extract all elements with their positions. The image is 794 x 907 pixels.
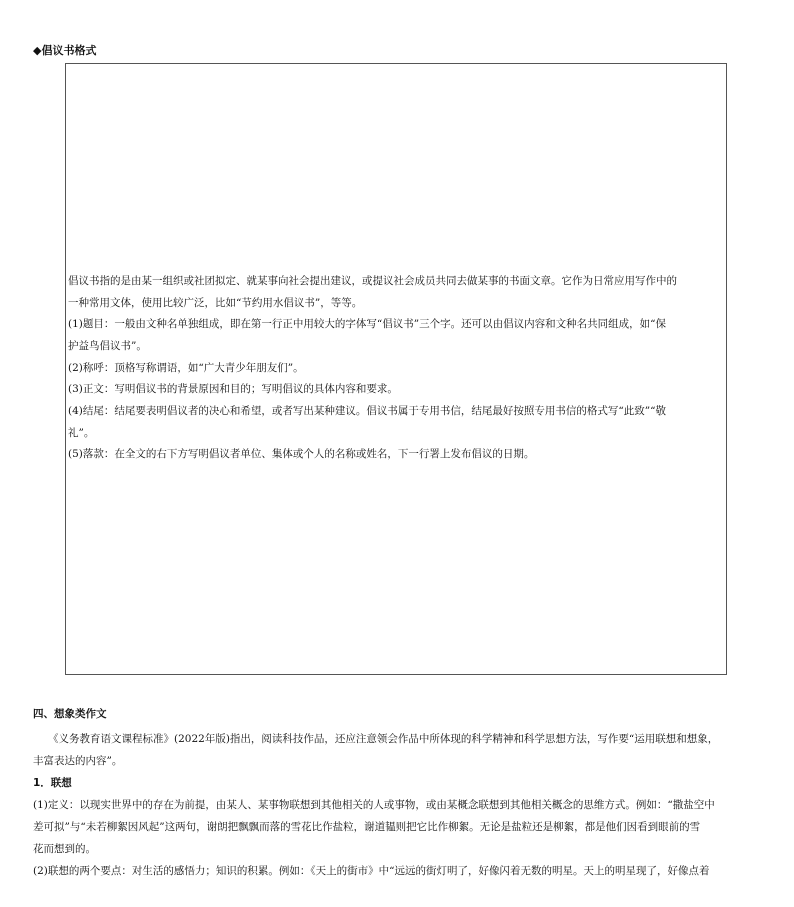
intro-line: 《义务教育语文课程标准》(2022年版)指出，阅读科技作品，还应注意领会作品中所体现的科学精神和科学思想方法，写作要“运用联想和想象， bbox=[48, 733, 719, 745]
diamond-bullet-icon: ◆ bbox=[33, 44, 42, 57]
box-line: 礼”。 bbox=[68, 427, 95, 439]
def-line: 花而想到的。 bbox=[33, 843, 96, 855]
box-line: (2)称呼：顶格写称谓语，如“广大青少年朋友们”。 bbox=[68, 362, 304, 374]
box-line: (1)题目：一般由文种名单独组成，即在第一行正中用较大的字体写“倡议书”三个字。还可以由倡议内容和文种名共同组成，如“保 bbox=[68, 318, 666, 330]
box-line: 护益鸟倡议书”。 bbox=[68, 340, 147, 352]
section-heading bbox=[33, 42, 96, 58]
box-line: (3)正文：写明倡议书的背景原因和目的；写明倡议的具体内容和要求。 bbox=[68, 383, 398, 395]
box-line: 一种常用文体，使用比较广泛，比如“节约用水倡议书”，等等。 bbox=[68, 297, 363, 309]
section-title: 四、想象类作文 bbox=[33, 708, 107, 720]
def-line: 差可拟”与“未若柳絮因风起”这两句，谢朗把飘飘而落的雪花比作盐粒，谢道韫则把它比作柳絮。无论是盐粒还是柳絮，都是他们因看到眼前的雪 bbox=[33, 821, 701, 833]
heading-text: 倡议书格式 bbox=[41, 44, 97, 57]
box-line: (5)落款：在全文的右下方写明倡议者单位、集体或个人的名称或姓名，下一行署上发布倡议的日期。 bbox=[68, 448, 535, 460]
points-line: (2)联想的两个要点：对生活的感悟力；知识的积累。例如：《天上的街市》中“远远的街灯明了，好像闪着无数的明星。天上的明星现了，好像点着 bbox=[33, 865, 710, 877]
box-line: 倡议书指的是由某一组织或社团拟定、就某事向社会提出建议，或提议社会成员共同去做某事的书面文章。它作为日常应用写作中的 bbox=[68, 275, 677, 287]
def-line: (1)定义：以现实世界中的存在为前提，由某人、某事物联想到其他相关的人或事物，或由某概念联想到其他相关概念的思维方式。例如：“撒盐空中 bbox=[33, 799, 715, 811]
intro-line: 丰富表达的内容”。 bbox=[33, 755, 123, 767]
box-line: (4)结尾：结尾要表明倡议者的决心和希望，或者写出某种建议。倡议书属于专用书信，结尾最好按照专用书信的格式写“此致”“敬 bbox=[68, 405, 666, 417]
subheading: 1．联想 bbox=[33, 777, 72, 789]
